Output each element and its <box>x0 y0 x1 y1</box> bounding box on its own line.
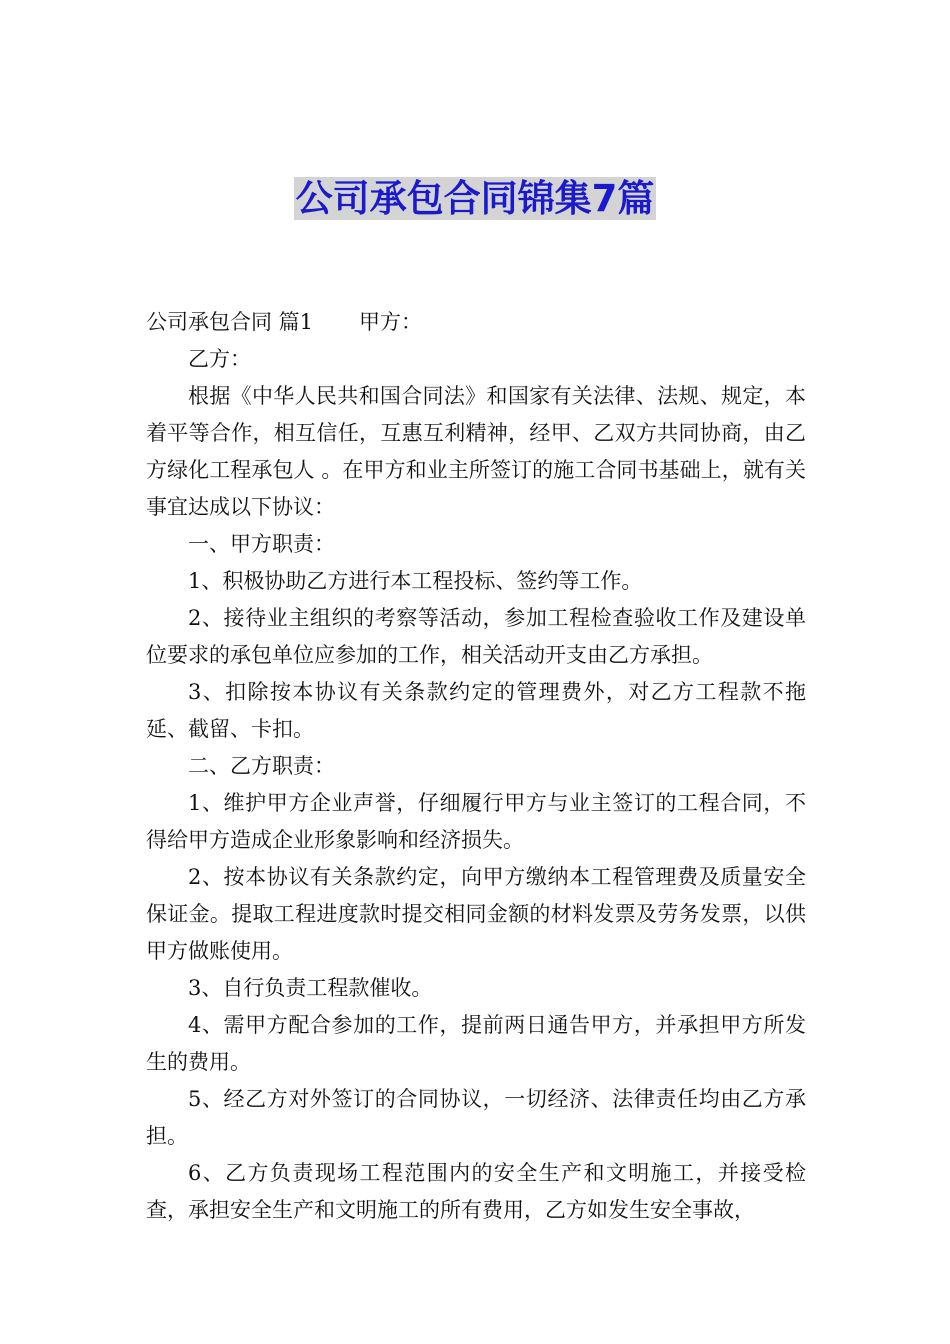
paragraph: 2、接待业主组织的考察等活动，参加工程检查验收工作及建设单位要求的承包单位应参加的工作，相关活动开支由乙方承担。 <box>146 606 806 667</box>
paragraph: 根据《中华人民共和国合同法》和国家有关法律、法规、规定，本着平等合作，相互信任，互惠互利精神，经甲、乙双方共同协商，由乙方绿化工程承包人 。在甲方和业主所签订的施工合同书基础上，就有关事宜达成以下协议： <box>146 384 806 519</box>
party-b-label: 乙方： <box>188 347 251 371</box>
paragraph: 6、乙方负责现场工程范围内的安全生产和文明施工，并接受检查，承担安全生产和文明施工的所有费用，乙方如发生安全事故， <box>146 1161 806 1222</box>
paragraph: 二、乙方职责： <box>188 754 335 778</box>
paragraph: 1、积极协助乙方进行本工程投标、签约等工作。 <box>188 569 643 593</box>
section-heading: 公司承包合同 篇1 <box>146 310 314 334</box>
section-heading-line <box>146 304 806 341</box>
paragraph: 5、经乙方对外签订的合同协议，一切经济、法律责任均由乙方承担。 <box>146 1087 806 1148</box>
paragraph: 3、扣除按本协议有关条款约定的管理费外，对乙方工程款不拖延、截留、卡扣。 <box>146 680 806 741</box>
paragraph: 一、甲方职责： <box>188 532 335 556</box>
party-a-label: 甲方： <box>359 310 423 334</box>
paragraph: 3、自行负责工程款催收。 <box>188 976 433 1000</box>
document-body <box>146 304 806 1229</box>
document-title-text: 公司承包合同锦集7篇 <box>295 177 655 220</box>
document-title <box>0 172 950 226</box>
paragraph: 2、按本协议有关条款约定，向甲方缴纳本工程管理费及质量安全保证金。提取工程进度款时提交相同金额的材料发票及劳务发票，以供甲方做账使用。 <box>146 865 806 963</box>
paragraph: 1、维护甲方企业声誉，仔细履行甲方与业主签订的工程合同，不得给甲方造成企业形象影响和经济损失。 <box>146 791 806 852</box>
paragraph: 4、需甲方配合参加的工作，提前两日通告甲方，并承担甲方所发生的费用。 <box>146 1013 806 1074</box>
